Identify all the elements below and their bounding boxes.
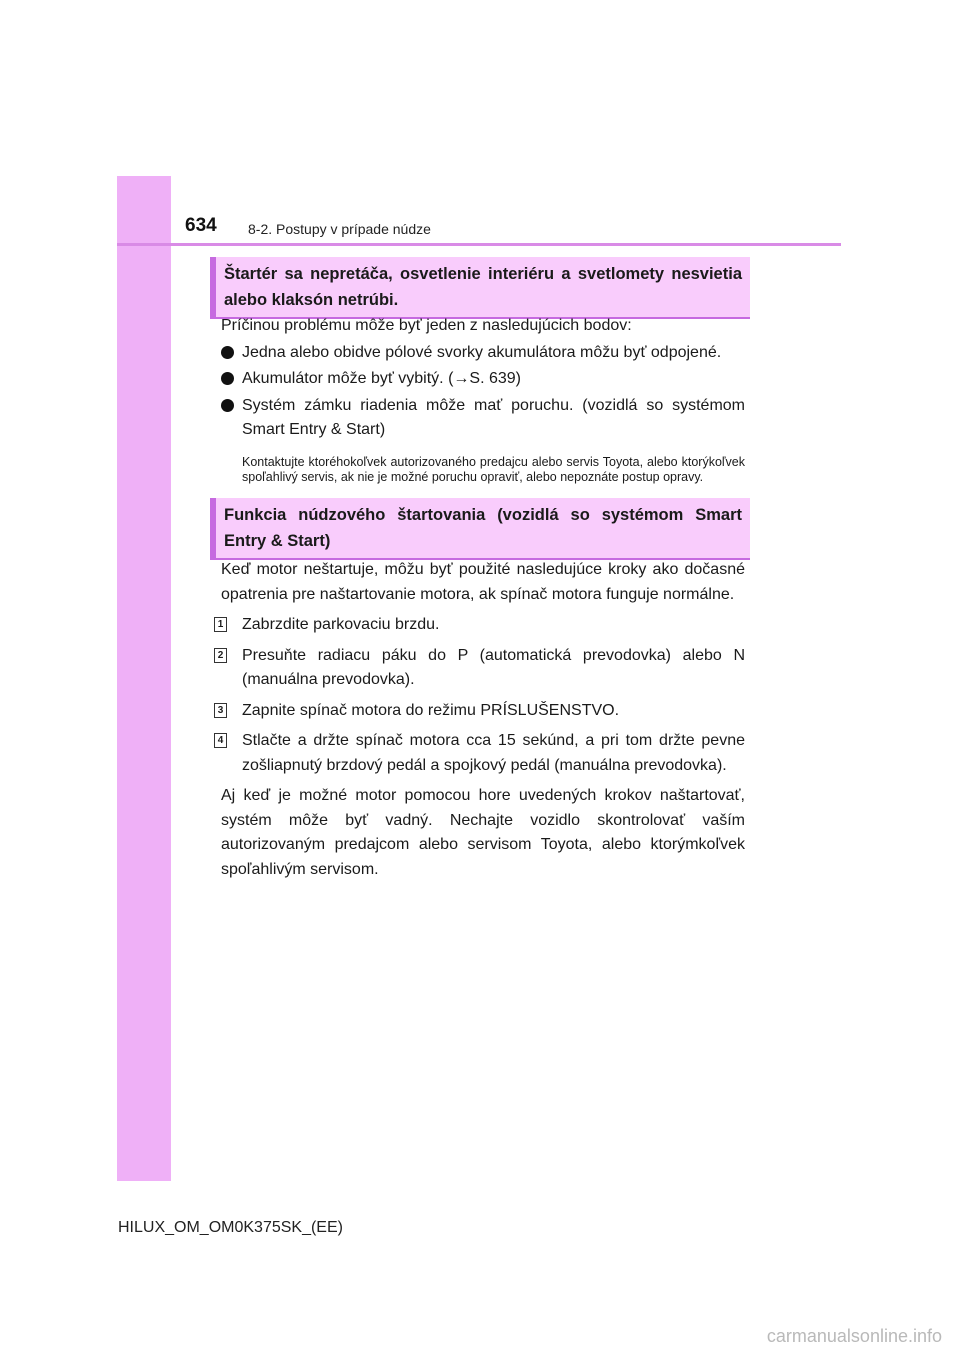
section1-note: Kontaktujte ktoréhokoľvek autorizovaného predajcu alebo servis Toyota, alebo ktorýkoľvek spoľahlivý servis, ak nie je možné poruchu opraviť, alebo nepoznáte postup opravy. bbox=[242, 454, 745, 484]
bullet-item: Akumulátor môže byť vybitý. (→S. 639) bbox=[221, 367, 745, 392]
step-number-badge: 4 bbox=[214, 733, 227, 748]
bullet-item: Systém zámku riadenia môže mať poruchu. (vozidlá so systémom Smart Entry & Start) bbox=[221, 394, 745, 443]
page-number: 634 bbox=[185, 215, 217, 236]
section2-heading: Funkcia núdzového štartovania (vozidlá so systémom Smart Entry & Start) bbox=[210, 498, 750, 560]
bullet-dot-icon bbox=[221, 399, 234, 412]
section1-heading: Štartér sa nepretáča, osvetlenie interiéru a svetlomety nesvietia alebo klaksón netrúbi. bbox=[210, 257, 750, 319]
watermark: carmanualsonline.info bbox=[766, 1326, 942, 1346]
bullet-item: Jedna alebo obidve pólové svorky akumulátora môžu byť odpojené. bbox=[221, 341, 745, 366]
section2-intro: Keď motor neštartuje, môžu byť použité nasledujúce kroky ako dočasné opatrenia pre naštartovanie motora, ak spínač motora funguje normálne. bbox=[221, 561, 745, 603]
section1-intro: Príčinou problému môže byť jeden z nasledujúcich bodov: bbox=[221, 317, 632, 334]
section1-body bbox=[221, 314, 745, 486]
side-tab-band bbox=[117, 176, 171, 1181]
section2-outro: Aj keď je možné motor pomocou hore uvedených krokov naštartovať, systém môže byť vadný. Nechajte vozidlo skontrolovať vaším autorizovaným predajcom alebo servisom Toyota, alebo ktorýmkoľvek spoľahlivým servisom. bbox=[221, 787, 745, 878]
step-item: 3 Zapnite spínač motora do režimu PRÍSLUŠENSTVO. bbox=[221, 699, 745, 724]
section2-body bbox=[217, 558, 745, 882]
step-number-badge: 2 bbox=[214, 648, 227, 663]
header-divider bbox=[117, 243, 841, 246]
bullet-dot-icon bbox=[221, 372, 234, 385]
bullet-dot-icon bbox=[221, 346, 234, 359]
step-item: 2 Presuňte radiacu páku do P (automatická prevodovka) alebo N (manuálna prevodovka). bbox=[221, 644, 745, 693]
step-number-badge: 3 bbox=[214, 703, 227, 718]
step-item: 4 Stlačte a držte spínač motora cca 15 sekúnd, a pri tom držte pevne zošliapnutý brzdový pedál a spojkový pedál (manuálna prevodovka). bbox=[221, 729, 745, 778]
step-number-badge: 1 bbox=[214, 617, 227, 632]
document-code: HILUX_OM_OM0K375SK_(EE) bbox=[118, 1219, 343, 1236]
step-item: 1 Zabrzdite parkovaciu brzdu. bbox=[221, 613, 745, 638]
section-title: 8-2. Postupy v prípade núdze bbox=[248, 221, 431, 237]
